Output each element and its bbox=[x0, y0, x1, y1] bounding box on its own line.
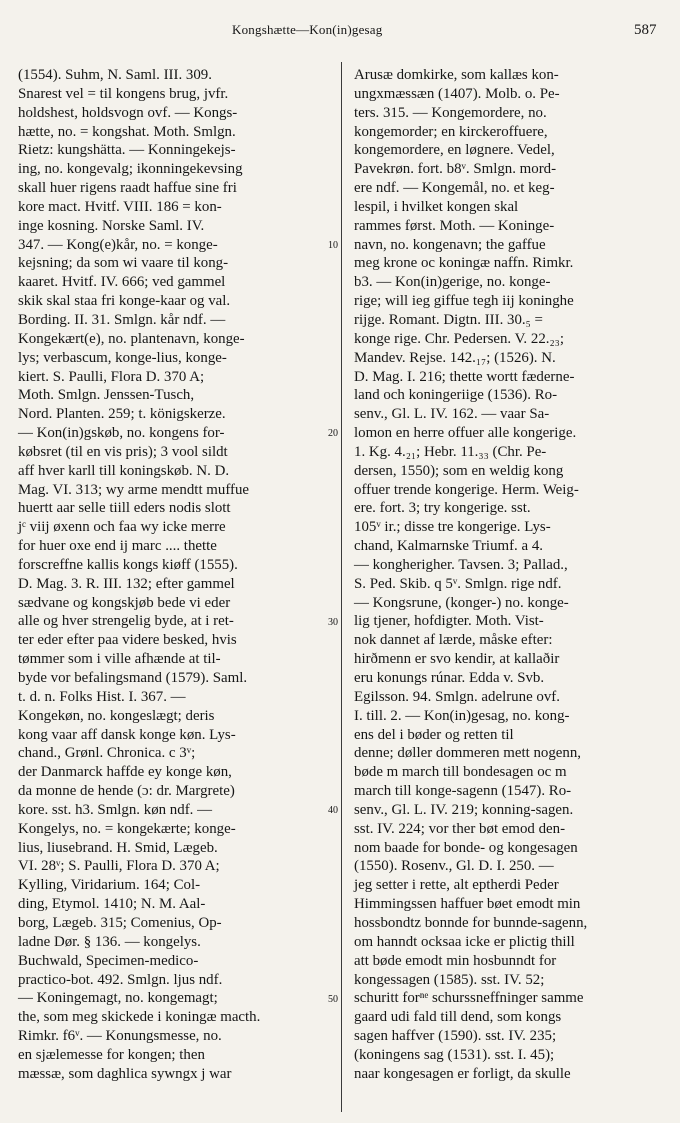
text-line-content: mæssæ, som daghlica sywngx j war bbox=[18, 1065, 232, 1082]
text-line bbox=[18, 594, 328, 613]
text-line bbox=[18, 726, 328, 745]
text-line-content: Kongekært(e), no. plantenavn, konge- bbox=[18, 330, 245, 347]
text-line bbox=[18, 462, 328, 481]
text-line bbox=[354, 688, 666, 707]
text-line-content: Snarest vel = til kongens brug, jvfr. bbox=[18, 85, 229, 102]
text-line bbox=[18, 707, 328, 726]
right-column bbox=[354, 66, 666, 1084]
text-line bbox=[18, 141, 328, 160]
text-line-content: rijge. Romant. Digtn. III. 30.₅ = bbox=[354, 311, 543, 328]
text-line-content: jᶜ viij øxenn och faa wy icke merre bbox=[18, 519, 226, 536]
text-line-content: Nord. Planten. 259; t. königskerze. bbox=[18, 406, 226, 423]
text-line-content: the, som meg skickede i koningæ macth. bbox=[18, 1009, 261, 1026]
text-line-content: kejsning; da som wi vaare til kong- bbox=[18, 255, 229, 272]
text-line bbox=[18, 254, 328, 273]
text-line-content: skik skal staa fri konge-kaar og val. bbox=[18, 293, 231, 310]
text-line bbox=[18, 537, 328, 556]
text-line bbox=[354, 971, 666, 990]
text-line bbox=[354, 895, 666, 914]
text-line bbox=[354, 292, 666, 311]
text-line bbox=[18, 631, 328, 650]
text-line-content: ter eder efter paa videre besked, hvis bbox=[18, 632, 237, 649]
text-line-content: forscreffne kallis kongs kiøff (1555). bbox=[18, 556, 238, 573]
text-line-content: — Koningemagt, no. kongemagt; bbox=[18, 990, 218, 1007]
text-line-content: 347. — Kong(e)kår, no. = konge- bbox=[18, 236, 218, 253]
text-line bbox=[354, 857, 666, 876]
text-line bbox=[354, 1046, 666, 1065]
text-line-content: lius, liusebrand. H. Smid, Lægeb. bbox=[18, 839, 218, 856]
text-line-content: kiert. S. Paulli, Flora D. 370 A; bbox=[18, 368, 205, 385]
text-line bbox=[354, 462, 666, 481]
text-line-content: kore. sst. h3. Smlgn. køn ndf. — bbox=[18, 801, 212, 818]
text-line bbox=[18, 85, 328, 104]
text-line-content: Mandev. Rejse. 142.₁₇; (1526). N. bbox=[354, 349, 556, 366]
text-line-content: hætte, no. = kongshat. Moth. Smlgn. bbox=[18, 123, 236, 140]
text-line-content: ters. 315. — Kongemordere, no. bbox=[354, 104, 547, 121]
text-line-content: inge kosning. Norske Saml. IV. bbox=[18, 217, 205, 234]
text-line bbox=[354, 311, 666, 330]
text-line-content: meg krone oc koningæ naffn. Rimkr. bbox=[354, 255, 574, 272]
text-line bbox=[18, 443, 328, 462]
text-line bbox=[18, 518, 328, 537]
text-line-content: — Kongsrune, (konger-) no. konge- bbox=[354, 594, 569, 611]
text-line-content: om hanndt ocksaa icke er plictig thill bbox=[354, 933, 575, 950]
text-line bbox=[354, 1008, 666, 1027]
text-line-content: t. d. n. Folks Hist. I. 367. — bbox=[18, 688, 186, 705]
text-line bbox=[354, 726, 666, 745]
text-line bbox=[18, 575, 328, 594]
text-line-content: tømmer som i ville afhænde at til- bbox=[18, 651, 221, 668]
text-line bbox=[354, 499, 666, 518]
text-line bbox=[354, 631, 666, 650]
line-number: 40 bbox=[328, 805, 338, 817]
text-line bbox=[354, 575, 666, 594]
text-line bbox=[354, 368, 666, 387]
text-line-content: skall huer rigens raadt haffue sine fri bbox=[18, 180, 237, 197]
text-line bbox=[18, 612, 328, 631]
text-line bbox=[18, 933, 328, 952]
text-line-content: ding, Etymol. 1410; N. M. Aal- bbox=[18, 896, 206, 913]
text-line-content: — kongherigher. Tavsen. 3; Pallad., bbox=[354, 556, 568, 573]
text-line-content: offuer trende kongerige. Herm. Weig- bbox=[354, 481, 579, 498]
text-line bbox=[18, 292, 328, 311]
text-line-content: D. Mag. I. 216; thette wortt fæderne- bbox=[354, 368, 575, 385]
text-line-content: Pavekrøn. fort. b8ᵛ. Smlgn. mord- bbox=[354, 161, 557, 178]
text-line bbox=[354, 198, 666, 217]
text-line bbox=[354, 386, 666, 405]
text-line bbox=[18, 1027, 328, 1046]
text-line-content: ere ndf. — Kongemål, no. et keg- bbox=[354, 180, 555, 197]
text-line bbox=[354, 1027, 666, 1046]
text-line-content: Bording. II. 31. Smlgn. kår ndf. — bbox=[18, 311, 226, 328]
text-line bbox=[354, 763, 666, 782]
text-line bbox=[354, 424, 666, 443]
text-line bbox=[354, 518, 666, 537]
text-line bbox=[354, 254, 666, 273]
text-line-content: aff hver karll till koningskøb. N. D. bbox=[18, 462, 230, 479]
text-line bbox=[18, 217, 328, 236]
text-line-content: senv., Gl. L. IV. 162. — vaar Sa- bbox=[354, 406, 550, 423]
text-line bbox=[354, 236, 666, 255]
text-line-content: hossbondtz bonnde for bunnde-sagenn, bbox=[354, 914, 588, 931]
text-line bbox=[18, 1046, 328, 1065]
text-line-content: dersen, 1550); som en weldig kong bbox=[354, 462, 564, 479]
text-line-content: gaard udi fald till dend, som kongs bbox=[354, 1009, 562, 1026]
text-line-content: practico-bot. 492. Smlgn. ljus ndf. bbox=[18, 971, 223, 988]
text-line-content: sagen haffver (1590). sst. IV. 235; bbox=[354, 1028, 557, 1045]
text-line-content: lespil, i hvilket kongen skal bbox=[354, 198, 519, 215]
text-line-content: lig tjener, hofdigter. Moth. Vist- bbox=[354, 613, 544, 630]
text-line-content: huertt aar selle tiill eders nodis slott bbox=[18, 500, 231, 517]
text-line bbox=[18, 481, 328, 500]
text-line bbox=[18, 179, 328, 198]
text-line bbox=[354, 66, 666, 85]
text-line bbox=[354, 330, 666, 349]
text-line-content: konge rige. Chr. Pedersen. V. 22.₂₃; bbox=[354, 330, 565, 347]
text-line bbox=[18, 273, 328, 292]
text-line-content: Mag. VI. 313; wy arme mendtt muffue bbox=[18, 481, 250, 498]
page-number: 587 bbox=[634, 22, 657, 38]
text-line bbox=[354, 989, 666, 1008]
text-line bbox=[354, 876, 666, 895]
text-line-content: holdshest, holdsvogn ovf. — Kongs- bbox=[18, 104, 238, 121]
text-line bbox=[354, 839, 666, 858]
text-line bbox=[18, 1065, 328, 1084]
text-line bbox=[18, 104, 328, 123]
text-line-content: Buchwald, Specimen-medico- bbox=[18, 952, 199, 969]
text-line-content: ere. fort. 3; try kongerige. sst. bbox=[354, 500, 531, 517]
text-line-content: borg, Lægeb. 315; Comenius, Op- bbox=[18, 914, 222, 931]
text-line bbox=[18, 952, 328, 971]
text-line-content: Rietz: kungshätta. — Konningekejs- bbox=[18, 142, 236, 159]
text-line-content: schuritt forⁿᵉ schurssneffninger samme bbox=[354, 990, 584, 1007]
text-line bbox=[18, 424, 328, 443]
text-line bbox=[354, 405, 666, 424]
text-line bbox=[354, 273, 666, 292]
text-line bbox=[354, 217, 666, 236]
text-line-content: att bøde emodt min hosbunndt for bbox=[354, 952, 557, 969]
text-line-content: kongessagen (1585). sst. IV. 52; bbox=[354, 971, 545, 988]
text-line-content: naar kongesagen er forligt, da skulle bbox=[354, 1065, 571, 1082]
text-line bbox=[18, 820, 328, 839]
text-line-content: hirðmenn er svo kendir, at kallaðir bbox=[354, 651, 560, 668]
text-line-content: (koningens sag (1531). sst. I. 45); bbox=[354, 1046, 555, 1063]
text-line-content: sst. IV. 224; vor ther bøt emod den- bbox=[354, 820, 566, 837]
text-line-content: I. till. 2. — Kon(in)gesag, no. kong- bbox=[354, 707, 570, 724]
text-line-content: kong vaar aff dansk konge køn. Lys- bbox=[18, 726, 236, 743]
text-line-content: Arusæ domkirke, som kallæs kon- bbox=[354, 67, 559, 83]
text-line bbox=[18, 650, 328, 669]
text-line bbox=[18, 876, 328, 895]
text-line bbox=[18, 330, 328, 349]
text-line-content: (1554). Suhm, N. Saml. III. 309. bbox=[18, 67, 212, 83]
text-line bbox=[354, 123, 666, 142]
text-line-content: sædvane og kongskjøb bede vi eder bbox=[18, 594, 231, 611]
text-line-content: kore mact. Hvitf. VIII. 186 = kon- bbox=[18, 198, 222, 215]
text-line bbox=[18, 160, 328, 179]
text-line-content: 105ᵛ ir.; disse tre kongerige. Lys- bbox=[354, 519, 551, 536]
text-line-content: Egilsson. 94. Smlgn. adelrune ovf. bbox=[354, 688, 560, 705]
column-divider bbox=[341, 62, 342, 1112]
text-line-content: chand., Grønl. Chronica. c 3ᵛ; bbox=[18, 745, 196, 762]
text-line-content: Kongekøn, no. kongeslægt; deris bbox=[18, 707, 215, 724]
text-line bbox=[18, 895, 328, 914]
text-line-content: for huer oxe end ij marc .... thette bbox=[18, 538, 217, 555]
text-line-content: Rimkr. f6ᵛ. — Konungsmesse, no. bbox=[18, 1028, 222, 1045]
text-line bbox=[354, 141, 666, 160]
text-line bbox=[354, 349, 666, 368]
text-line-content: kongemorder; en kirckeroffuere, bbox=[354, 123, 548, 140]
text-line bbox=[354, 85, 666, 104]
line-number: 10 bbox=[328, 239, 338, 251]
text-line-content: navn, no. kongenavn; the gaffue bbox=[354, 236, 546, 253]
text-line bbox=[354, 104, 666, 123]
text-line bbox=[18, 1008, 328, 1027]
text-line-content: rammes først. Moth. — Koninge- bbox=[354, 217, 555, 234]
text-line-content: ing, no. kongevalg; ikonningekevsing bbox=[18, 161, 243, 178]
text-line bbox=[18, 311, 328, 330]
text-line bbox=[354, 952, 666, 971]
text-line-content: byde vor befalingsmand (1579). Saml. bbox=[18, 670, 248, 686]
text-line bbox=[354, 481, 666, 500]
text-line bbox=[18, 782, 328, 801]
text-line bbox=[18, 66, 328, 85]
text-line-content: b3. — Kon(in)gerige, no. konge- bbox=[354, 274, 551, 291]
text-line-content: ens del i bøder og retten til bbox=[354, 726, 514, 743]
text-line bbox=[354, 443, 666, 462]
text-line bbox=[354, 160, 666, 179]
text-line-content: march till konge-sagenn (1547). Ro- bbox=[354, 783, 572, 800]
text-line-content: (1550). Rosenv., Gl. D. I. 250. — bbox=[354, 858, 554, 875]
text-line bbox=[18, 386, 328, 405]
text-line-content: jeg setter i rette, alt eptherdi Peder bbox=[354, 877, 559, 894]
text-line-content: nok dannet af lærde, måske efter: bbox=[354, 632, 553, 649]
text-line-content: ungxmæssæn (1407). Molb. o. Pe- bbox=[354, 85, 560, 102]
text-line-content: Kongelys, no. = kongekærte; konge- bbox=[18, 820, 236, 837]
text-line-content: ladne Dør. § 136. — kongelys. bbox=[18, 933, 201, 950]
text-line bbox=[354, 650, 666, 669]
text-line bbox=[18, 989, 328, 1008]
text-line bbox=[354, 820, 666, 839]
text-line bbox=[18, 763, 328, 782]
text-line bbox=[18, 914, 328, 933]
text-line-content: 1. Kg. 4.₂₁; Hebr. 11.₃₃ (Chr. Pe- bbox=[354, 443, 547, 460]
text-line bbox=[354, 556, 666, 575]
text-line-content: købsret (til en vis pris); 3 vool sildt bbox=[18, 443, 228, 460]
text-line bbox=[354, 801, 666, 820]
line-number: 20 bbox=[328, 428, 338, 440]
text-line-content: denne; døller dommeren mett nogenn, bbox=[354, 745, 582, 762]
text-line-content: lys; verbascum, konge-lius, konge- bbox=[18, 349, 227, 366]
text-line bbox=[354, 914, 666, 933]
running-header bbox=[0, 22, 680, 44]
text-line bbox=[18, 801, 328, 820]
text-line bbox=[354, 669, 666, 688]
header-title: Kongshætte—Kon(in)gesag bbox=[232, 22, 383, 37]
left-column bbox=[18, 66, 328, 1084]
text-line-content: D. Mag. 3. R. III. 132; efter gammel bbox=[18, 575, 235, 592]
text-line bbox=[354, 179, 666, 198]
line-number: 30 bbox=[328, 616, 338, 628]
text-line bbox=[354, 782, 666, 801]
text-line-content: Himmingssen haffuer bøet emodt min bbox=[354, 896, 581, 913]
text-line bbox=[18, 669, 328, 688]
text-line bbox=[354, 537, 666, 556]
text-line-content: alle og hver strengelig byde, at i ret- bbox=[18, 613, 234, 630]
text-line bbox=[354, 612, 666, 631]
text-line bbox=[18, 857, 328, 876]
text-line-content: lomon en herre offuer alle kongerige. bbox=[354, 425, 577, 442]
text-line-content: VI. 28ᵛ; S. Paulli, Flora D. 370 A; bbox=[18, 858, 220, 875]
text-line bbox=[18, 236, 328, 255]
text-line bbox=[18, 349, 328, 368]
text-line-content: Moth. Smlgn. Jenssen-Tusch, bbox=[18, 387, 195, 404]
text-line bbox=[354, 933, 666, 952]
text-line bbox=[18, 499, 328, 518]
text-line-content: nom baade for bonde- og kongesagen bbox=[354, 839, 578, 856]
text-line bbox=[18, 744, 328, 763]
text-line-content: der Danmarck haffde ey konge køn, bbox=[18, 764, 232, 781]
text-line bbox=[18, 971, 328, 990]
text-line bbox=[354, 707, 666, 726]
text-line-content: Kylling, Viridarium. 164; Col- bbox=[18, 877, 201, 894]
text-line-content: chand, Kalmarnske Triumf. a 4. bbox=[354, 538, 543, 555]
text-line bbox=[18, 405, 328, 424]
text-line-content: eru konungs rúnar. Edda v. Svb. bbox=[354, 670, 545, 686]
text-line bbox=[18, 839, 328, 858]
text-line-content: en sjælemesse for kongen; then bbox=[18, 1046, 205, 1063]
text-line bbox=[18, 368, 328, 387]
text-line bbox=[18, 123, 328, 142]
text-line-content: da monne de hende (ɔ: dr. Margrete) bbox=[18, 783, 235, 800]
text-line bbox=[354, 594, 666, 613]
text-line-content: rige; will ieg giffue tegh iij koninghe bbox=[354, 293, 574, 310]
text-line bbox=[18, 556, 328, 575]
text-line-content: kaaret. Hvitf. IV. 666; ved gammel bbox=[18, 274, 226, 291]
line-number: 50 bbox=[328, 993, 338, 1005]
text-line bbox=[18, 688, 328, 707]
text-line-content: senv., Gl. L. IV. 219; konning-sagen. bbox=[354, 801, 574, 818]
text-line-content: land och koningeriige (1536). Ro- bbox=[354, 387, 558, 404]
text-line bbox=[18, 198, 328, 217]
text-line-content: kongemordere, en løgnere. Vedel, bbox=[354, 142, 555, 159]
text-line bbox=[354, 744, 666, 763]
text-line-content: S. Ped. Skib. q 5ᵛ. Smlgn. rige ndf. bbox=[354, 575, 562, 592]
text-line bbox=[354, 1065, 666, 1084]
text-line-content: bøde m march till bondesagen oc m bbox=[354, 764, 567, 781]
text-line-content: — Kon(in)gskøb, no. kongens for- bbox=[18, 425, 225, 442]
